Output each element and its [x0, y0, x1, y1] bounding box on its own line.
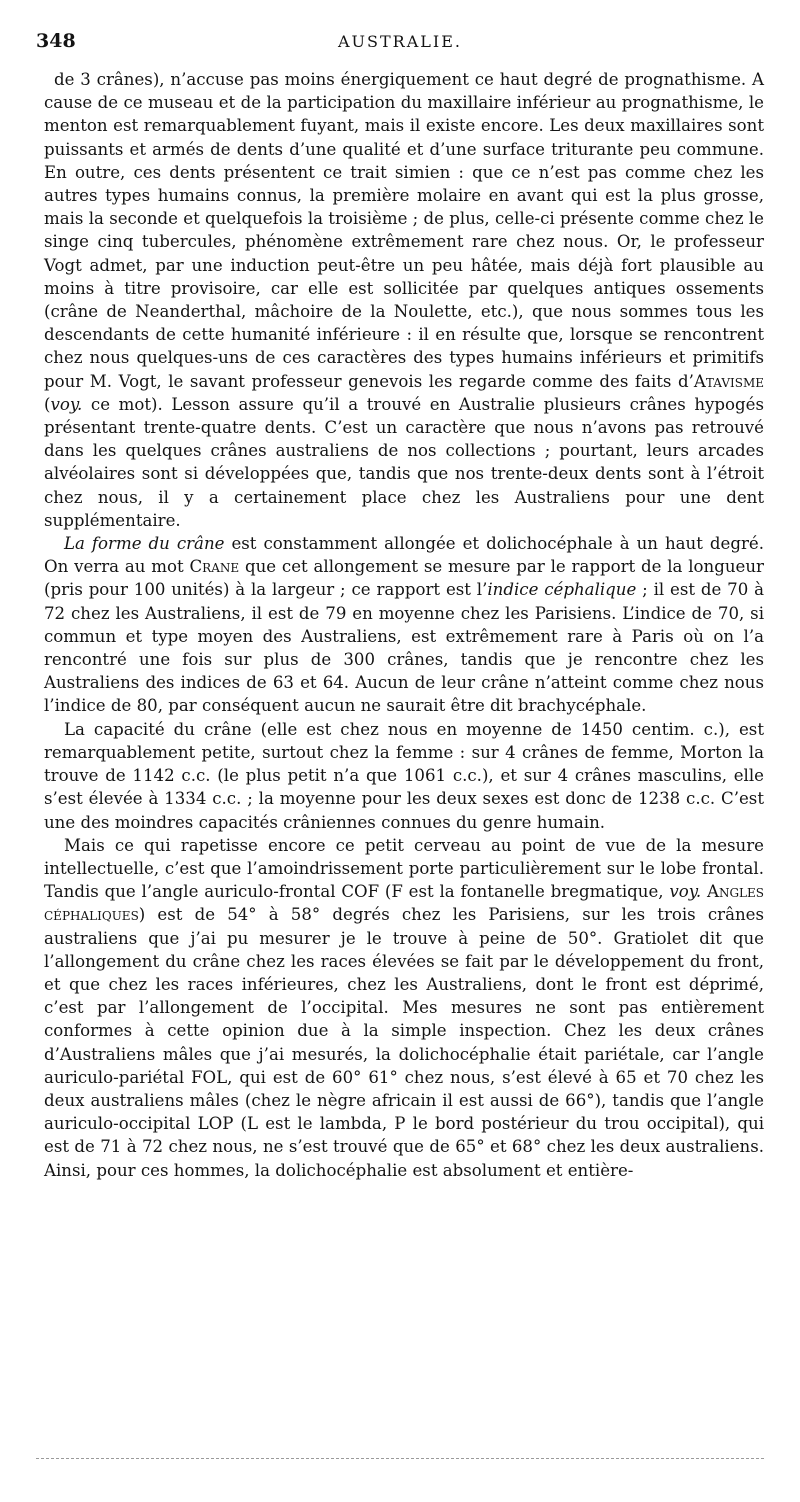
page-number: 348 — [36, 30, 76, 52]
small-caps-run: Angles céphaliques — [44, 882, 765, 925]
body-text — [44, 68, 764, 1182]
paragraph — [44, 68, 764, 532]
paragraph — [44, 532, 764, 718]
paragraph — [44, 718, 764, 834]
text-run: ( — [44, 394, 51, 414]
small-caps-run: Crane — [189, 557, 240, 577]
text-run: La capacité du crâne (elle est chez nous en moyenne de 1450 centim. c.), est remarquablement petite, surtout chez la femme : sur 4 crânes de femme, Morton la trouve de 1142 c.c. (le plus petit n’a que 1061 c.c.), et sur 4 crânes masculins, elle s’est élevée à 1334 c.c. ; la moyenne pour les deux sexes est donc de 1238 c.c. C’est une des moindres capacités crâniennes connues du genre humain. — [44, 719, 764, 832]
paragraph — [44, 834, 764, 1182]
small-caps-run: Atavisme — [693, 371, 764, 391]
text-run: Mais ce qui rapetisse encore ce petit cerveau au point de vue de la mesure intellectuelle, c’est que l’amoindrissement porte particulièrement sur le lobe frontal. Tandis que l’angle auriculo-frontal COF (F est la fontanelle bregmatique, — [44, 835, 764, 902]
page-header — [36, 30, 764, 60]
italic-run: indice céphalique — [487, 580, 637, 600]
footer-rule — [36, 1458, 764, 1459]
text-run: ; il est de 70 à 72 chez les Australiens, il est de 79 en moyenne chez les Parisiens. L’indice de 70, si commun et type moyen des Australiens, est extrêmement rare à Paris où on l’a rencontré une fois sur plus de 300 crânes, tandis que je rencontre chez les Australiens des indices de 63 et 64. Aucun de leur crâne n’atteint comme chez nous l’indice de 80, par conséquent aucun ne saurait être dit brachycéphale. — [44, 580, 764, 716]
text-run: ce mot). Lesson assure qu’il a trouvé en Australie plusieurs crânes hypogés présentant trente-quatre dents. C’est un caractère que nous n’avons pas retrouvé dans les quelques crânes australiens de nos collections ; pourtant, leurs arcades alvéolaires sont si développées que, tandis que nos trente-deux dents sont à l’étroit chez nous, il y a certainement place chez les Australiens pour une dent supplémentaire. — [44, 394, 764, 530]
text-run: est constamment allongée et dolichocéphale à un haut degré. On verra au mot — [44, 534, 765, 577]
italic-run: voy. — [669, 882, 702, 902]
italic-run: La forme du crâne — [64, 534, 225, 554]
text-run: ) est de 54° à 58° degrés chez les Parisiens, sur les trois crânes australiens que j’ai pu mesurer je le trouve à peine de 50°. Gratiolet dit que l’allongement du crâne chez les races élevées se fait par le développement du front, et que chez les races inférieures, chez les Australiens, dont le front est déprimé, c’est par l’allongement de l’occipital. Mes mesures ne sont pas entièrement conformes à cette opinion due à la simple inspection. Chez les deux crânes d’Australiens mâles que j’ai mesurés, la dolichocéphalie était pariétale, car l’angle auriculo-pariétal FOL, qui est de 60° 61° chez nous, s’est élevé à 65 et 70 chez les deux australiens mâles (chez le nègre africain il est aussi de 66°), tandis que l’angle auriculo-occipital LOP (L est le lambda, P le bord postérieur du trou occipital), qui est de 71 à 72 chez nous, ne s’est trouvé que de 65° et 68° chez les deux australiens. Ainsi, pour ces hommes, la dolichocéphalie est absolument et entière- — [44, 905, 764, 1180]
running-head: AUSTRALIE. — [338, 32, 462, 51]
text-run: que cet allongement se mesure par le rapport de la longueur (pris pour 100 unités) à la largeur ; ce rapport est l’ — [44, 557, 764, 600]
text-run: de 3 crânes), n’accuse pas moins énergiquement ce haut degré de prognathisme. A cause de ce museau et de la participation du maxillaire inférieur au prognathisme, le menton est remarquablement fuyant, mais il existe encore. Les deux maxillaires sont puissants et armés de dents d’une qualité et d’une surface triturante peu commune. En outre, ces dents présentent ce trait simien : que ce n’est pas comme chez les autres types humains connus, la première molaire en avant qui est la plus grosse, mais la seconde et quelquefois la troisième ; de plus, celle-ci présente comme chez le singe cinq tubercules, phénomène extrêmement rare chez nous. Or, le professeur Vogt admet, par une induction peut-être un peu hâtée, mais déjà fort plausible au moins à titre provisoire, car elle est sollicitée par quelques antiques ossements (crâne de Neanderthal, mâchoire de la Noulette, etc.), que nous sommes tous les descendants de cette humanité inférieure : il en résulte que, lorsque se rencontrent chez nous quelques-uns de ces caractères des types humains inférieurs et primitifs pour M. Vogt, le savant professeur genevois les regarde comme des faits d’ — [44, 70, 764, 391]
italic-run: voy. — [50, 394, 83, 414]
